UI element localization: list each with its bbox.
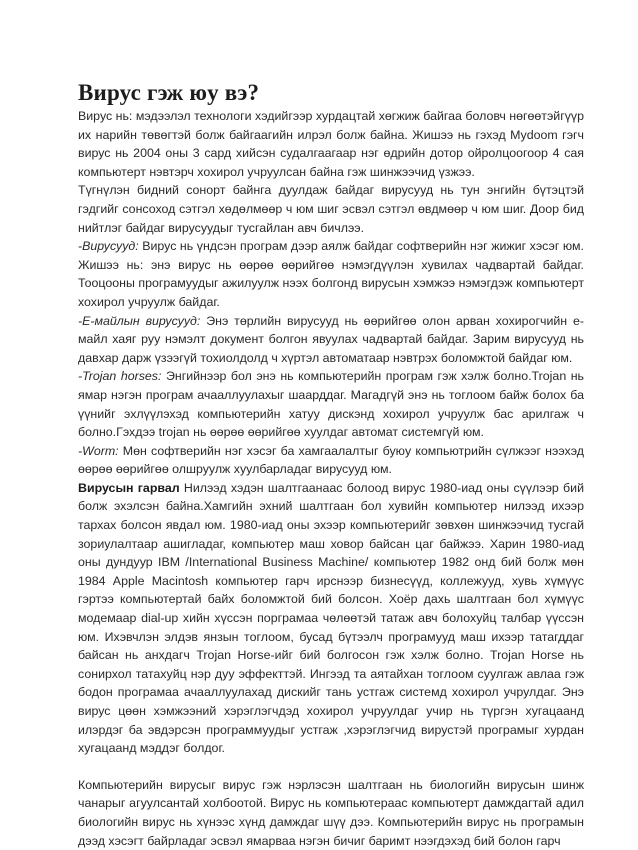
common-viruses-paragraph: Түгнүлэн бидний сонорт байнга дуулдаж байдаг вирусууд нь тун энгийн бүтэцтэй гэдгийг сонсоход сэтгэл хөдөлмөөр ч юм шиг эсвэл сэтгэл өвдмөөр ч юм шиг. Доор бид нийтлэг байдаг вирусуудыг тусгайлан авч бичлээ. [78,183,584,235]
origin-text: Нилээд хэдэн шалтгаанаас болоод вирус 1980-иад оны сүүлээр бий болж эхэлсэн байна.Хамгийн эхний шалтгаан бол хувийн компьютер нилээд ихээр тархах болсон явдал юм. 1980-иад оны эхээр компьютерийг зөвхөн шинжээчид тусгай зориулалтаар ашигладаг, компьютер маш ховор байсан цаг байжээ. Харин 1980-иад оны дундуур IBM /International Business Machine/ компьютер 1982 онд бий болж мөн 1984 Apple Macintosh компьютер гарч ирснээр бизнесүүд, коллежууд, хувь хүмүүс гэртээ компьютертай байх боломжтой бий болсон. Хоёр дахь шалтгаан бол хүмүүс модемаар dial-up хийн хүссэн порграмаа чөлөөтэй татаж авч болохуйц талбар үүссэн юм. Ихэвчлэн элдэв янзын тоглоом, бусад бүтээлч програмууд маш ихээр татагддаг байсан нь анхдагч Trojan Horse-ийг бий болгосон гэж хэлж болно. Trojan Horse нь сонирхол татахуйц нэр дуу эффекттэй. Ингээд та аятайхан тоглоом суулгаж авлаа гэж бодон програмаа ачааллуулахад дискийг тань устгаж системд хохирол учрулдаг. Энэ вирус цөөн хэмжээний хэрэглэгчдэд хохирол учруулдаг учир нь түргэн хугацаанд илэрдэг ба эвдэрсэн программуудыг устгаж ,хэрэглэгчид вирустэй програмыг хурдан хугацаанд мэддэг болдог. [78,480,584,756]
email-virus-label: -Е-майлын вирусууд: [78,313,201,328]
virus-label: -Вирусууд: [78,239,139,254]
trojan-definition [78,367,584,441]
trojan-text: Энгийнээр бол энэ нь компьютерийн програм гэж хэлж болно.Trojan нь ямар нэгэн програм ачааллуулахыг шаарддаг. Магадгүй энэ нь тоглоом байж болох ба үүнийг эхлүүлэхэд компьютерийн хатуу дискэнд хохирол учруулж бас арилгаж ч болно.Гэхдээ trojan нь өөрөө өөрийгөө хуулдаг автомат системгүй юм. [78,369,584,440]
worm-definition [78,442,584,479]
intro-paragraph: Вирус нь: мэдээлэл технологи хэдийгээр хурдацтай хөгжиж байгаа боловч нөгөөтэйгүүр их нарийн төвөгтэй болж байгаагийн илрэл болж байна. Жишээ нь гэхэд Mydoom гэгч вирус нь 2004 оны 3 сард хийсэн судалгаагаар нэг өдрийн дотор ойролцоогоор 4 сая компьютерт нэвтэрч хохирол учруулсан байна гэж шинжээчид үзжээ. [78,109,585,179]
email-virus-definition [78,312,584,368]
page-title: Вирус гэж юу вэ? [78,80,260,105]
worm-label: -Worm: [78,443,119,458]
article-body [78,107,584,850]
email-virus-text: Энэ төрлийн вирусууд нь өөрийгөө олон арван хохирогчийн е-майл хаяг руу нэмэлт документ болгон явуулах чадвартай байдаг. Зарим вирусууд нь давхар дарж үзээгүй тохиолдолд ч хүртэл автоматаар нэвтрэх боломжтой байдаг юм. [78,313,584,365]
virus-text: Вирус нь үндсэн програм дээр аялж байдаг софтверийн нэг жижиг хэсэг юм. Жишээ нь: энэ вирус нь өөрөө өөрийгөө нэмэгдүүлэн хувилах чадвартай байдаг. Тооцооны програмуудыг ажилуулж нээх болгонд вирусын хэмжээ нэмэгдэж компьютерт хохирол учруулж байдаг. [78,239,584,309]
naming-paragraph: Компьютерийн вирусыг вирус гэж нэрлэсэн шалтгаан нь биологийн вирусын шинж чанарыг агуулсантай холбоотой. Вирус нь компьютераас компьютерт дамждагтай адил биологийн вирус нь хүнээс хүнд дамждаг шүү дээ. Компьютерийн вирус нь програмын дээд хэсэгт байрладаг эсвэл ямарваа нэгэн бичиг баримт нээгдэхэд бий болон гарч [78,777,584,848]
worm-text: Мөн софтверийн нэг хэсэг ба хамгаалалтыг буюу компьютрийн сүлжээг нээхэд өөрөө өөрийгөө олшруулж хуулбарладаг вирусууд юм. [78,443,584,477]
virus-definition [78,237,584,311]
origin-label: Вирусын гарвал [78,480,180,495]
trojan-label: -Trojan horses: [78,369,162,384]
paragraph-gap [78,758,584,776]
virus-origin-paragraph [78,479,584,758]
